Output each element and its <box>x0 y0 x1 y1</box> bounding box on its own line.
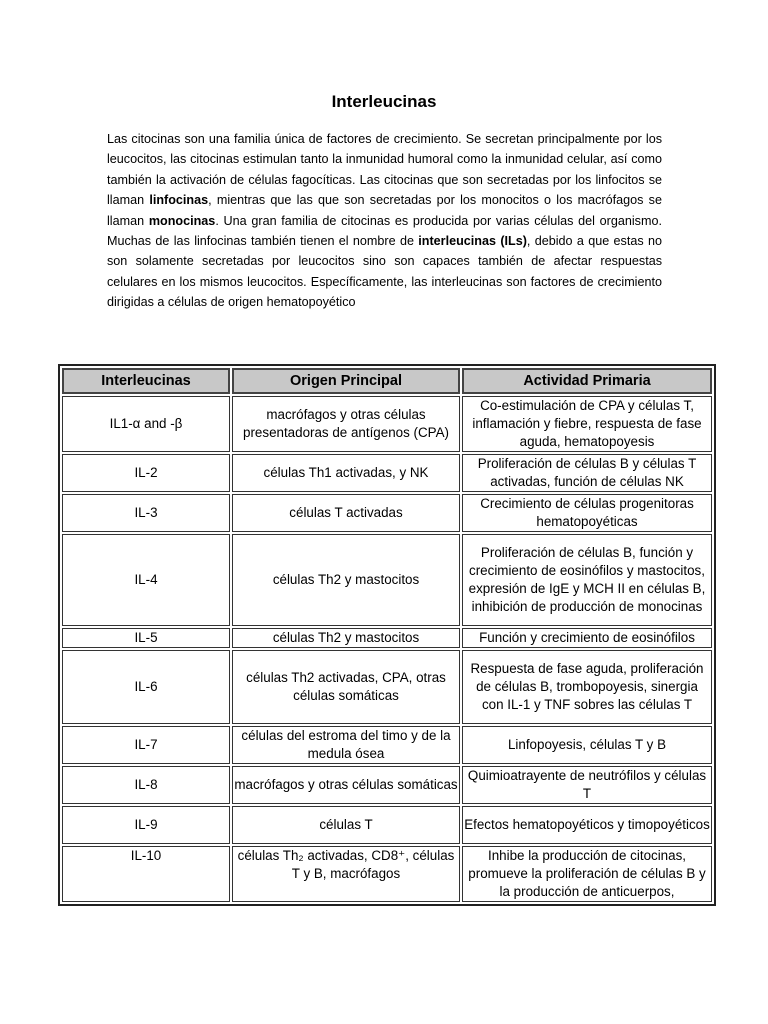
cell-origen: células del estroma del timo y de la medula ósea <box>232 726 460 764</box>
table-row <box>62 806 712 844</box>
intro-paragraph <box>107 129 662 313</box>
cell-actividad: Proliferación de células B y células T activadas, función de células NK <box>462 454 712 492</box>
cell-origen: macrófagos y otras células presentadoras de antígenos (CPA) <box>232 396 460 452</box>
cell-interleucina: IL-3 <box>62 494 230 532</box>
intro-text-3: . Una gran familia de citocinas es producida por varias células del organismo. Muchas de las linfocinas también tienen el nombre de <box>107 213 662 249</box>
cell-interleucina: IL-8 <box>62 766 230 804</box>
table-row <box>62 650 712 724</box>
table-row <box>62 494 712 532</box>
cell-interleucina: IL-4 <box>62 534 230 626</box>
table-row <box>62 396 712 452</box>
table-row <box>62 726 712 764</box>
intro-text-4: , debido a que estas no son solamente secretadas por leucocitos sino son capaces también de afectar respuestas celulares en los mismos leucocitos. Específicamente, las interleucinas son factores de crecimiento dirigidas a células de origen hematopoyético <box>107 234 662 310</box>
table-header-row <box>62 368 712 394</box>
intro-bold-linfocinas: linfocinas <box>149 193 209 208</box>
cell-origen: células Th2 activadas, CPA, otras células somáticas <box>232 650 460 724</box>
cell-actividad: Crecimiento de células progenitoras hematopoyéticas <box>462 494 712 532</box>
intro-text-1: Las citocinas son una familia única de factores de crecimiento. Se secretan principalmente por los leucocitos, las citocinas estimulan tanto la inmunidad humoral como la inmunidad celular, así como también la activación de células fagocíticas. Las citocinas que son secretadas por los linfocitos se llaman <box>107 132 662 208</box>
intro-bold-interleucinas: interleucinas (ILs) <box>418 234 527 249</box>
cell-interleucina: IL-7 <box>62 726 230 764</box>
cell-origen: células Th1 activadas, y NK <box>232 454 460 492</box>
interleukin-table <box>58 364 716 906</box>
table-row <box>62 766 712 804</box>
header-actividad-primaria: Actividad Primaria <box>462 368 712 394</box>
table-row <box>62 628 712 648</box>
cell-actividad: Proliferación de células B, función y crecimiento de eosinófilos y mastocitos, expresión de IgE y MCH II en células B, inhibición de producción de monocinas <box>462 534 712 626</box>
cell-actividad: Efectos hematopoyéticos y timopoyéticos <box>462 806 712 844</box>
cell-origen: células Th2 y mastocitos <box>232 534 460 626</box>
cell-actividad: Linfopoyesis, células T y B <box>462 726 712 764</box>
cell-origen: células Th₂ activadas, CD8⁺, células T y B, macrófagos <box>232 846 460 902</box>
cell-origen: células T activadas <box>232 494 460 532</box>
intro-bold-monocinas: monocinas <box>148 213 216 228</box>
cell-actividad: Co-estimulación de CPA y células T, inflamación y fiebre, respuesta de fase aguda, hematopoyesis <box>462 396 712 452</box>
cell-origen: células T <box>232 806 460 844</box>
page-title: Interleucinas <box>331 92 437 111</box>
cell-origen: células Th2 y mastocitos <box>232 628 460 648</box>
intro-text-2: , mientras que las que son secretadas por los monocitos o los macrófagos se llaman <box>107 193 662 228</box>
cell-interleucina: IL-6 <box>62 650 230 724</box>
cell-actividad: Respuesta de fase aguda, proliferación de células B, trombopoyesis, sinergia con IL-1 y TNF sobres las células T <box>462 650 712 724</box>
table-row <box>62 454 712 492</box>
cell-actividad: Inhibe la producción de citocinas, promueve la proliferación de células B y la producción de anticuerpos, <box>462 846 712 902</box>
cell-origen: macrófagos y otras células somáticas <box>232 766 460 804</box>
cell-actividad: Quimioatrayente de neutrófilos y células T <box>462 766 712 804</box>
cell-interleucina: IL1-α and -β <box>62 396 230 452</box>
table-row <box>62 846 712 902</box>
cell-interleucina: IL-10 <box>62 846 230 902</box>
header-origen-principal: Origen Principal <box>232 368 460 394</box>
cell-interleucina: IL-5 <box>62 628 230 648</box>
cell-interleucina: IL-9 <box>62 806 230 844</box>
header-interleucinas: Interleucinas <box>62 368 230 394</box>
cell-actividad: Función y crecimiento de eosinófilos <box>462 628 712 648</box>
cell-interleucina: IL-2 <box>62 454 230 492</box>
table-row <box>62 534 712 626</box>
